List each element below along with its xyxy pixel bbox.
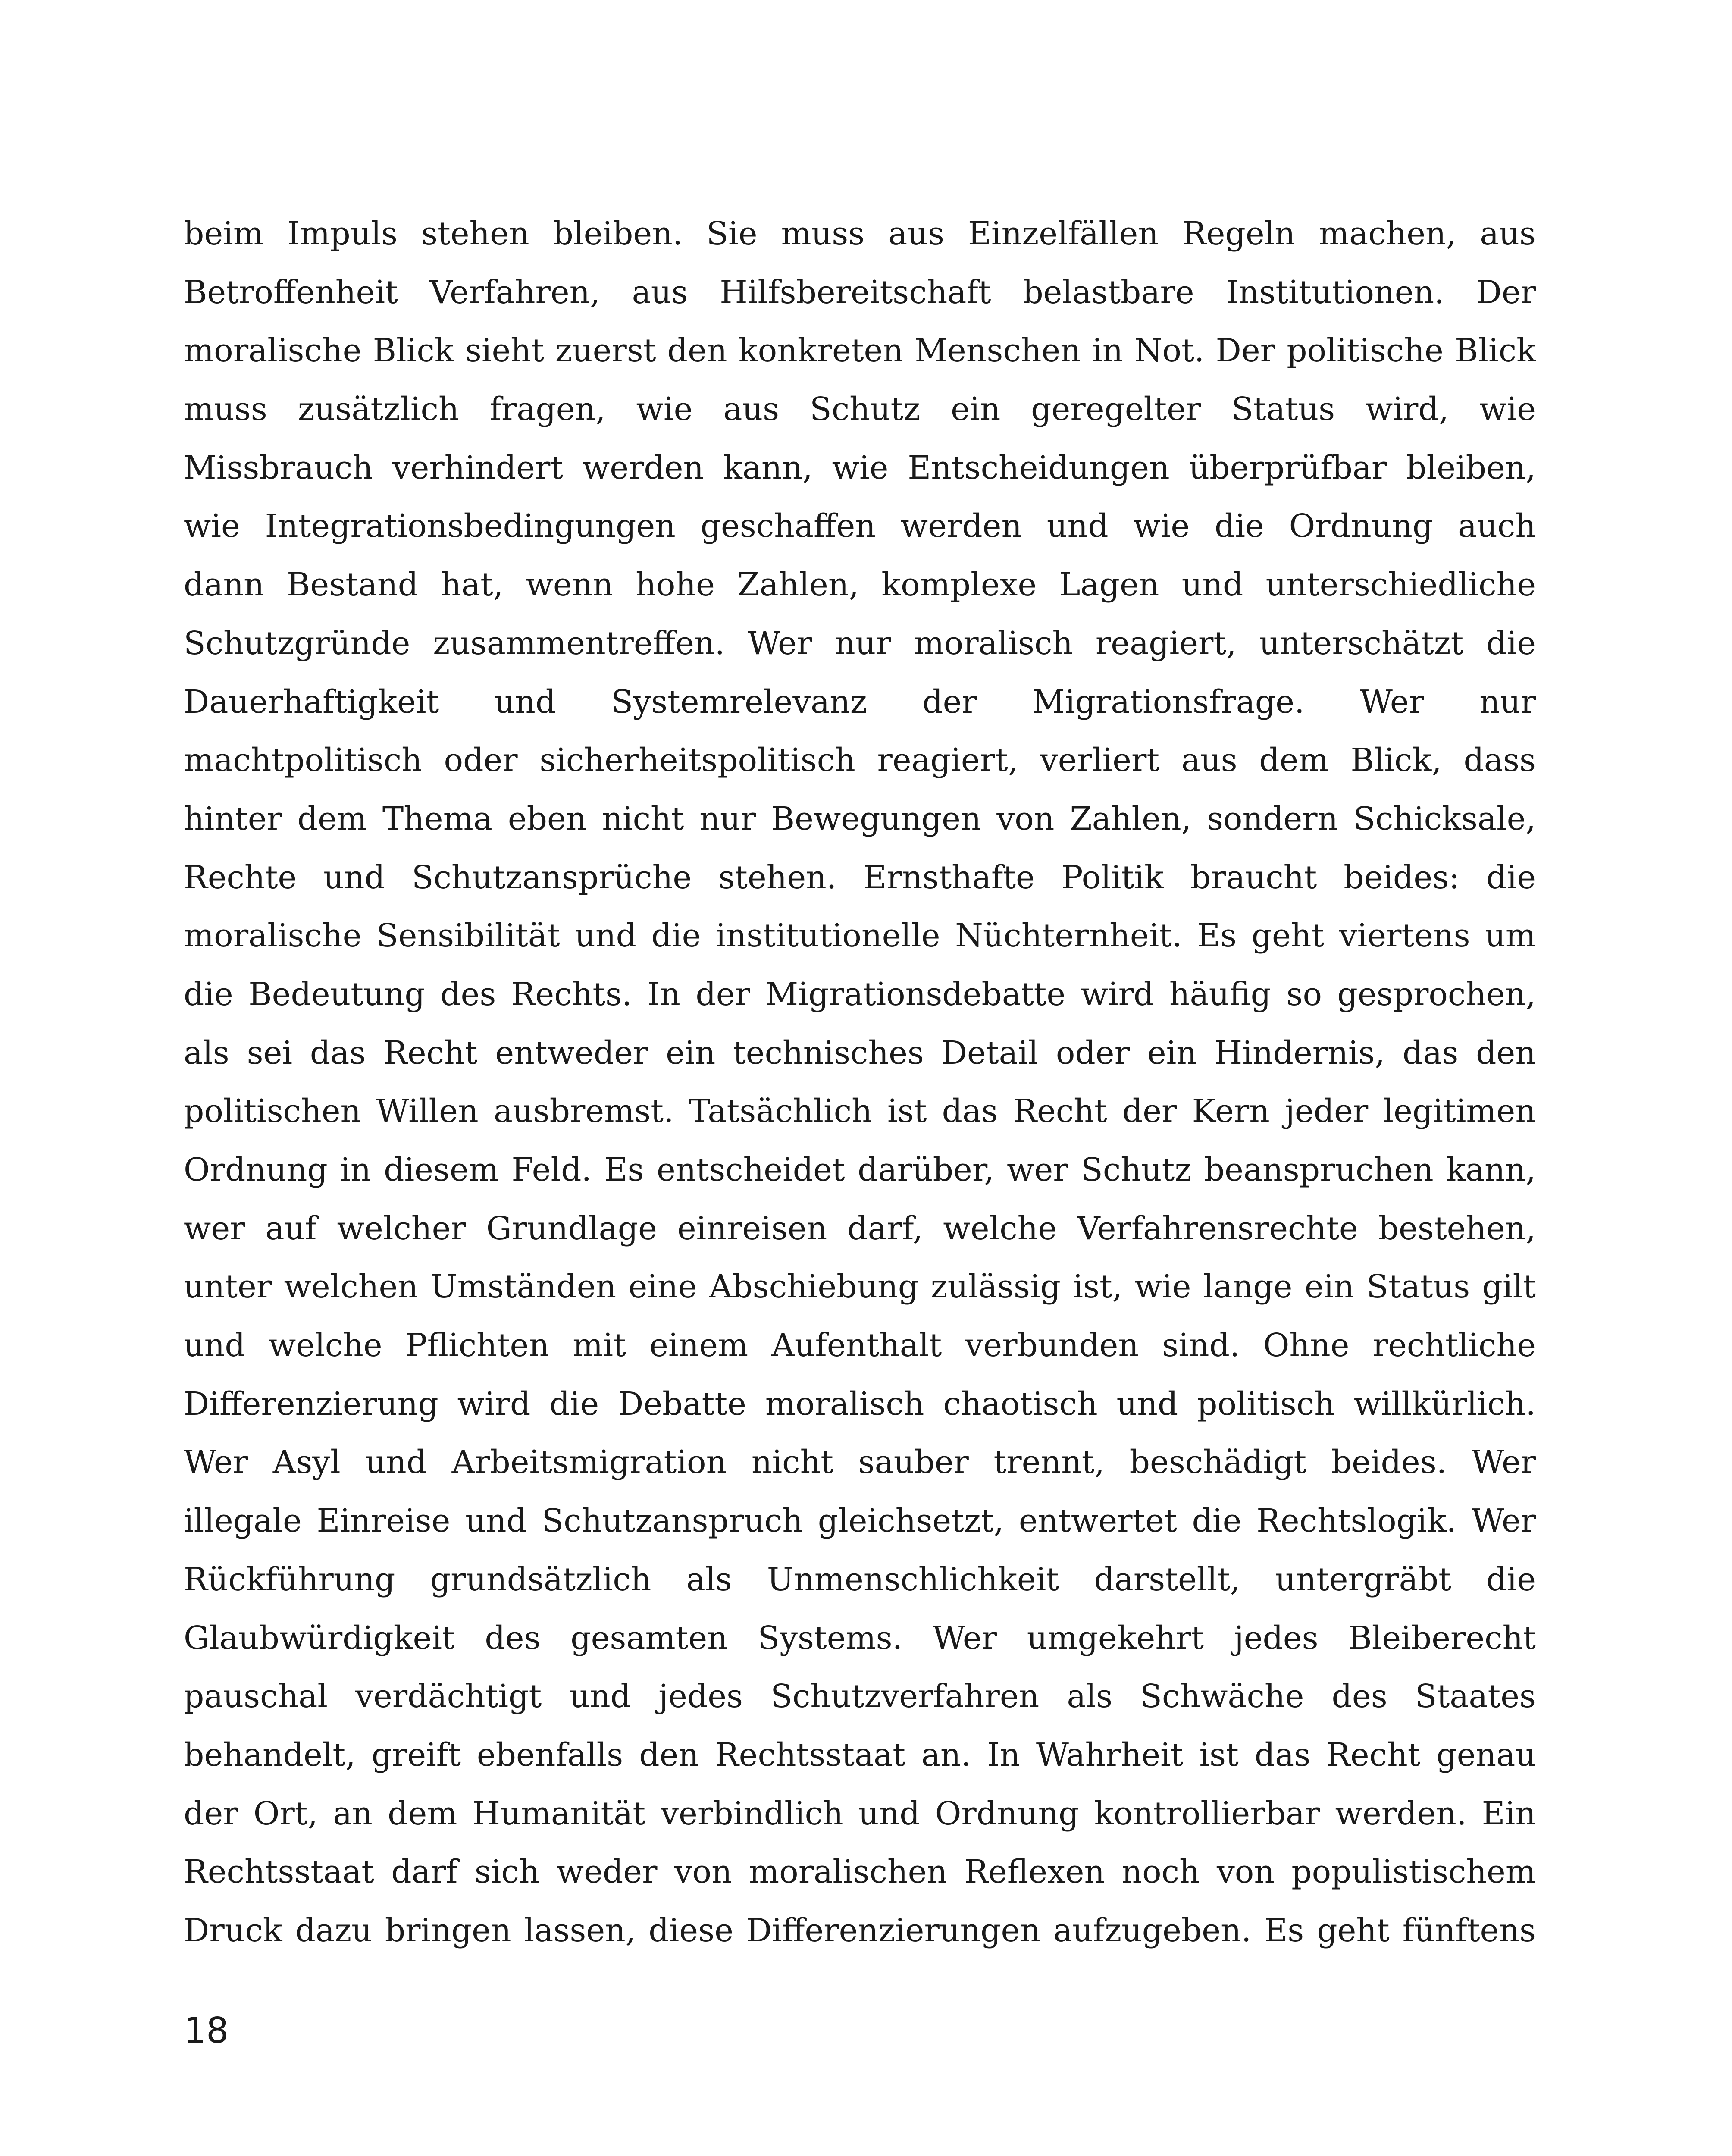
text-line: illegale Einreise und Schutzanspruch gleichsetzt, entwertet die Rechtslogik. Wer <box>184 1502 1536 1540</box>
text-line: politischen Willen ausbremst. Tatsächlich ist das Recht der Kern jeder legitimen <box>184 1093 1536 1130</box>
text-line: die Bedeutung des Rechts. In der Migrationsdebatte wird häufig so gesprochen, <box>184 975 1536 1013</box>
body-text <box>184 205 1536 1960</box>
text-line: als sei das Recht entweder ein technisches Detail oder ein Hindernis, das den <box>184 1034 1536 1072</box>
text-line: Rechtsstaat darf sich weder von moralischen Reflexen noch von populistischem <box>184 1853 1536 1891</box>
text-line: pauschal verdächtigt und jedes Schutzverfahren als Schwäche des Staates <box>184 1678 1536 1715</box>
text-line: Druck dazu bringen lassen, diese Differenzierungen aufzugeben. Es geht fünftens <box>184 1912 1536 1949</box>
text-line: Glaubwürdigkeit des gesamten Systems. Wer umgekehrt jedes Bleiberecht <box>184 1619 1536 1657</box>
text-line: moralische Blick sieht zuerst den konkreten Menschen in Not. Der politische Blick <box>184 332 1536 370</box>
text-line: behandelt, greift ebenfalls den Rechtsstaat an. In Wahrheit ist das Recht genau <box>184 1736 1536 1774</box>
text-line: und welche Pflichten mit einem Aufenthalt verbunden sind. Ohne rechtliche <box>184 1327 1536 1364</box>
text-line: moralische Sensibilität und die institutionelle Nüchternheit. Es geht viertens um <box>184 917 1536 955</box>
text-line: beim Impuls stehen bleiben. Sie muss aus Einzelfällen Regeln machen, aus <box>184 215 1536 252</box>
text-line: Rechte und Schutzansprüche stehen. Ernsthafte Politik braucht beides: die <box>184 859 1536 896</box>
text-line: Rückführung grundsätzlich als Unmenschlichkeit darstellt, untergräbt die <box>184 1561 1536 1598</box>
text-line: dann Bestand hat, wenn hohe Zahlen, komplexe Lagen und unterschiedliche <box>184 566 1536 604</box>
text-line: Wer Asyl und Arbeitsmigration nicht sauber trennt, beschädigt beides. Wer <box>184 1444 1536 1481</box>
text-line: wer auf welcher Grundlage einreisen darf, welche Verfahrensrechte bestehen, <box>184 1210 1536 1247</box>
text-line: Betroffenheit Verfahren, aus Hilfsbereitschaft belastbare Institutionen. Der <box>184 273 1536 311</box>
text-line: muss zusätzlich fragen, wie aus Schutz ein geregelter Status wird, wie <box>184 391 1536 428</box>
text-line: Dauerhaftigkeit und Systemrelevanz der Migrationsfrage. Wer nur <box>184 683 1536 721</box>
text-line: Schutzgründe zusammentreffen. Wer nur moralisch reagiert, unterschätzt die <box>184 624 1536 662</box>
text-line: hinter dem Thema eben nicht nur Bewegungen von Zahlen, sondern Schicksale, <box>184 800 1536 837</box>
text-line: unter welchen Umständen eine Abschiebung zulässig ist, wie lange ein Status gilt <box>184 1268 1536 1306</box>
page-number: 18 <box>184 2010 229 2051</box>
text-line: Differenzierung wird die Debatte moralisch chaotisch und politisch willkürlich. <box>184 1385 1536 1423</box>
text-line: machtpolitisch oder sicherheitspolitisch reagiert, verliert aus dem Blick, dass <box>184 742 1536 779</box>
text-line: wie Integrationsbedingungen geschaffen werden und wie die Ordnung auch <box>184 508 1536 545</box>
text-line: Ordnung in diesem Feld. Es entscheidet darüber, wer Schutz beanspruchen kann, <box>184 1151 1536 1188</box>
text-line: Missbrauch verhindert werden kann, wie Entscheidungen überprüfbar bleiben, <box>184 449 1536 486</box>
text-line: der Ort, an dem Humanität verbindlich und Ordnung kontrollierbar werden. Ein <box>184 1795 1536 1832</box>
